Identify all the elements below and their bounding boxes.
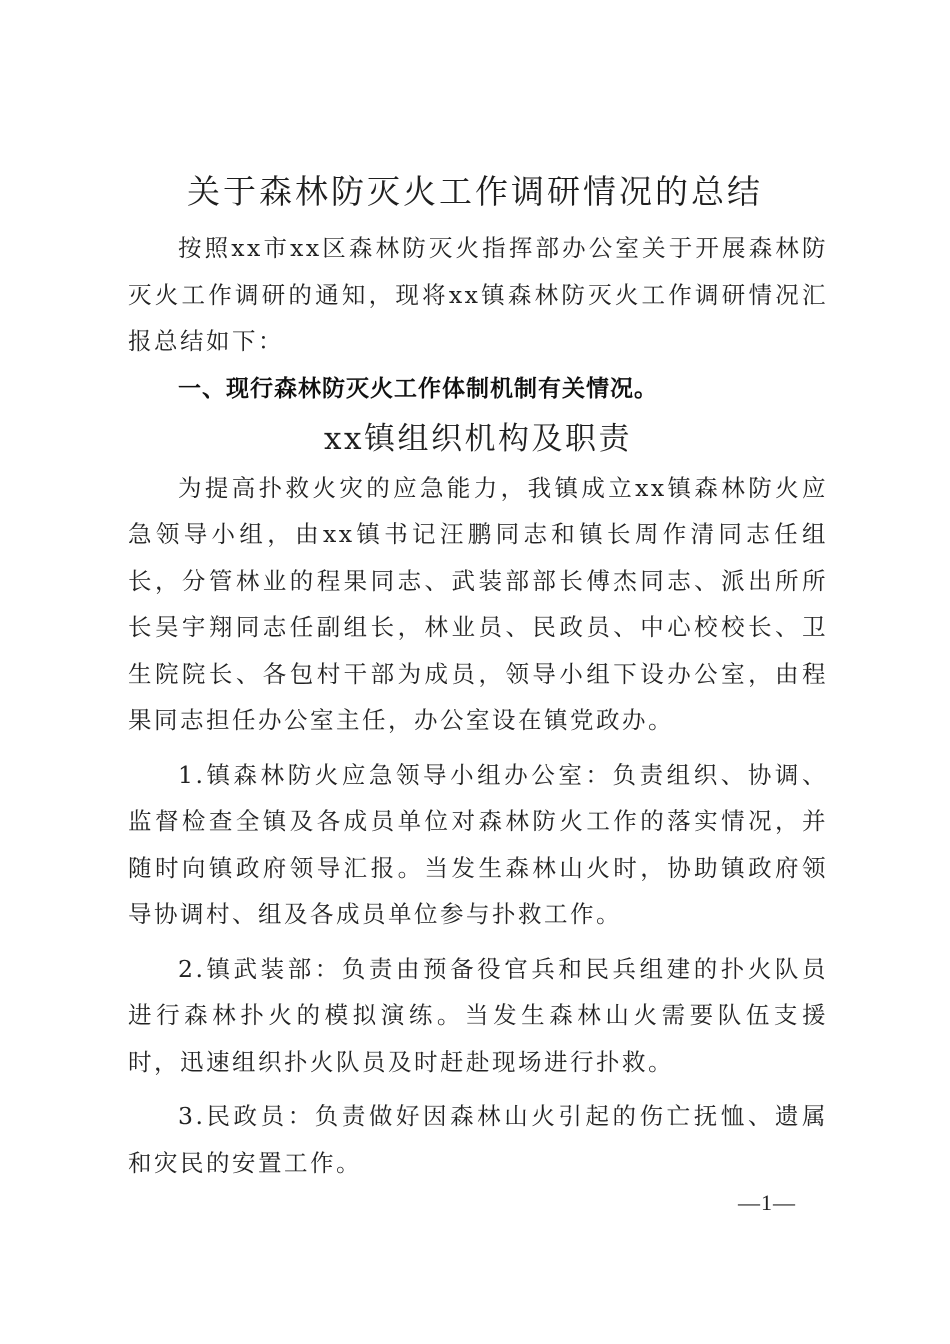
- duty-item-3: 3.民政员：负责做好因森林山火引起的伤亡抚恤、遗属和灾民的安置工作。: [128, 1102, 828, 1177]
- document-title: 关于森林防灭火工作调研情况的总结: [187, 172, 763, 211]
- page-number: —1—: [738, 1190, 796, 1215]
- duty-item-1: 1.镇森林防火应急领导小组办公室：负责组织、协调、监督检查全镇及各成员单位对森林防火工作的落实情况，并随时向镇政府领导汇报。当发生森林山火时，协助镇政府领导协调村、组及各成员单位参与扑救工作。: [128, 760, 828, 928]
- section-heading: 一、现行森林防灭火工作体制机制有关情况。: [178, 375, 658, 402]
- section-subheading: xx镇组织机构及职责: [324, 420, 632, 457]
- organization-paragraph: 为提高扑救火灾的应急能力，我镇成立xx镇森林防火应急领导小组，由xx镇书记汪鹏同志和镇长周作清同志任组长，分管林业的程果同志、武装部部长傅杰同志、派出所所长吴宇翔同志任副组长，林业员、民政员、中心校校长、卫生院院长、各包村干部为成员，领导小组下设办公室，由程果同志担任办公室主任，办公室设在镇党政办。: [128, 473, 828, 734]
- document-body: [128, 225, 828, 1186]
- intro-paragraph: 按照xx市xx区森林防灭火指挥部办公室关于开展森林防灭火工作调研的通知，现将xx镇森林防灭火工作调研情况汇报总结如下：: [128, 234, 828, 355]
- duty-item-2: 2.镇武装部：负责由预备役官兵和民兵组建的扑火队员进行森林扑火的模拟演练。当发生森林山火需要队伍支援时，迅速组织扑火队员及时赶赴现场进行扑救。: [128, 954, 828, 1076]
